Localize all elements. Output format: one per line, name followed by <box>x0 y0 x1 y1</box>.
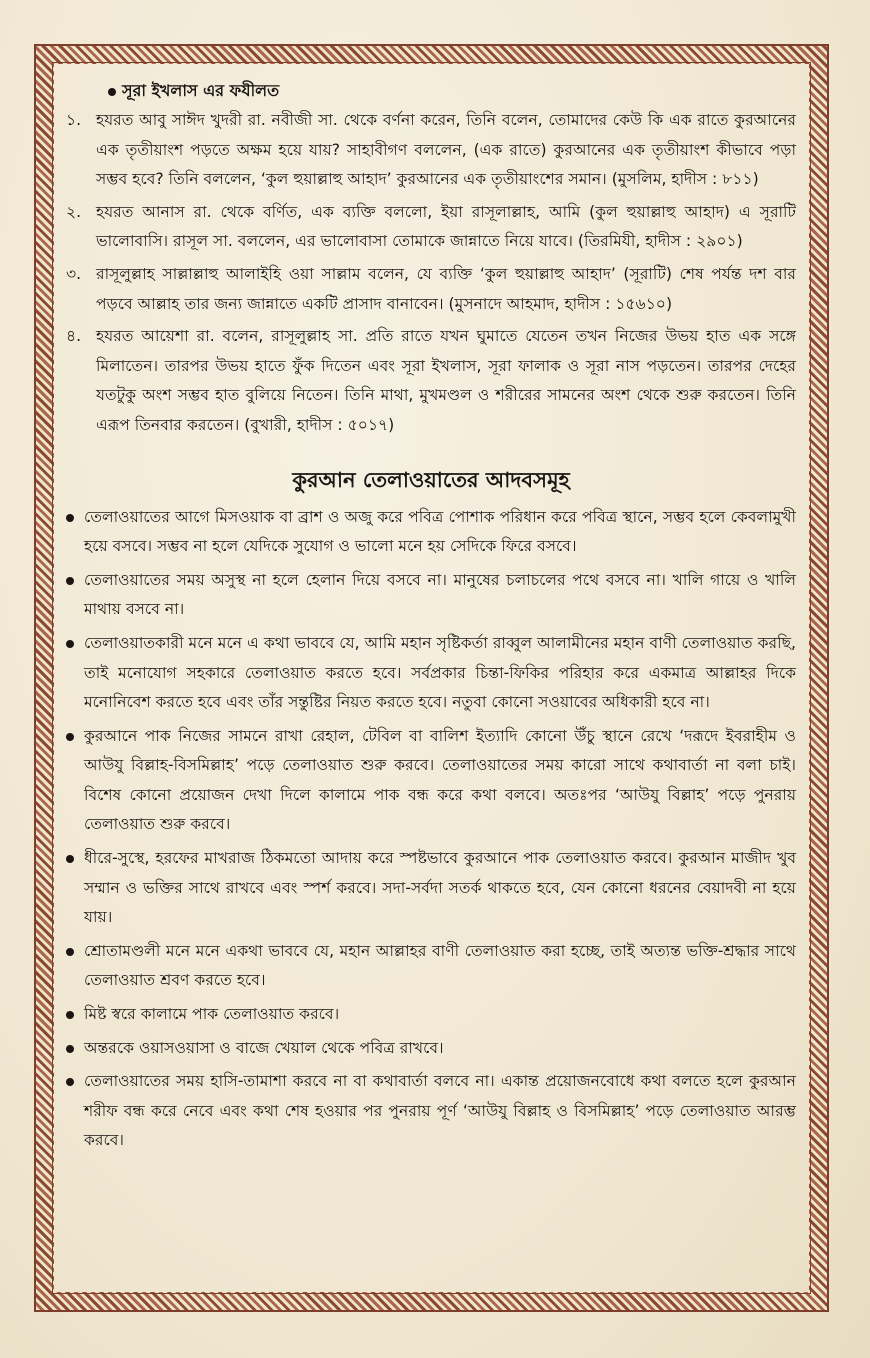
heading-text: সূরা ইখলাস এর ফযীলত <box>122 81 280 100</box>
bullet-dot-icon <box>66 577 74 585</box>
list-item <box>66 937 796 996</box>
list-item-text: শ্রোতামণ্ডলী মনে মনে একথা ভাববে যে, মহান আল্লাহর বাণী তেলাওয়াত করা হচ্ছে, তাই অত্যন্ত ভক্তি-শ্রদ্ধার সাথে তেলাওয়াত শ্রবণ করতে হবে। <box>84 941 796 990</box>
item-text: হযরত আনাস রা. থেকে বর্ণিত, এক ব্যক্তি বললো, ইয়া রাসূলাল্লাহ, আমি (কুল হুয়াল্লাহু আহাদ) এ সূরাটি ভালোবাসি। রাসূল সা. বললেন, এর ভালোবাসা তোমাকে জান্নাতে নিয়ে যাবে। (তিরমিযী, হাদীস : ২৯০১) <box>96 202 796 251</box>
list-item-text: তেলাওয়াতের সময় অসুস্থ না হলে হেলান দিয়ে বসবে না। মানুষের চলাচলের পথে বসবে না। খালি গায়ে ও খালি মাথায় বসবে না। <box>84 570 796 619</box>
numbered-item <box>66 198 796 257</box>
item-text: হযরত আবু সাঈদ খুদরী রা. নবীজী সা. থেকে বর্ণনা করেন, তিনি বলেন, তোমাদের কেউ কি এক রাতে কুরআনের এক তৃতীয়াংশ পড়তে অক্ষম হয়ে যায়? সাহাবীগণ বললেন, (এক রাতে) কুরআনের এক তৃতীয়াংশ কীভাবে পড়া সম্ভব হবে? তিনি বললেন, ‘কুল হুয়াল্লাহু আহাদ’ কুরআনের এক তৃতীয়াংশের সমান। (মুসলিম, হাদীস : ৮১১) <box>96 111 796 189</box>
bullet-dot-icon <box>66 640 74 648</box>
item-number: ৩. <box>66 264 82 283</box>
numbered-item <box>66 106 796 195</box>
list-item <box>66 1067 796 1156</box>
list-item <box>66 1034 796 1064</box>
list-item <box>66 722 796 840</box>
list-item <box>66 566 796 625</box>
numbered-item <box>66 322 796 440</box>
bullet-dot-icon <box>66 855 74 863</box>
item-text: হযরত আয়েশা রা. বলেন, রাসূলুল্লাহ সা. প্রতি রাতে যখন ঘুমাতে যেতেন তখন নিজের উভয় হাত এক সঙ্গে মিলাতেন। তারপর উভয় হাতে ফুঁক দিতেন এবং সূরা ইখলাস, সূরা ফালাক ও সূরা নাস পড়তেন। তারপর দেহের যতটুকু অংশ সম্ভব হাত বুলিয়ে নিতেন। তিনি মাথা, মুখমণ্ডল ও শরীরের সামনের অংশ থেকে শুরু করতেন। তিনি এরূপ তিনবার করতেন। (বুখারী, হাদীস : ৫০১৭) <box>96 327 796 434</box>
list-item <box>66 1000 796 1030</box>
bullet-dot-icon <box>66 1078 74 1086</box>
list-item-text: কুরআনে পাক নিজের সামনে রাখা রেহাল, টেবিল বা বালিশ ইত্যাদি কোনো উঁচু স্থানে রেখে ‘দরূদে ইবরাহীম ও আউযু বিল্লাহ-বিসমিল্লাহ’ পড়ে তেলাওয়াত শুরু করবে। তেলাওয়াতের সময় কারো সাথে কথাবার্তা না বলা চাই। বিশেষ কোনো প্রয়োজন দেখা দিলে কালামে পাক বন্ধ করে কথা বলবে। অতঃপর ‘আউযু বিল্লাহ’ পড়ে পুনরায় তেলাওয়াত শুরু করবে। <box>84 726 796 834</box>
bullet-dot-icon <box>66 1011 74 1019</box>
list-item-text: ধীরে-সুস্থে, হরফের মাখরাজ ঠিকমতো আদায় করে স্পষ্টভাবে কুরআনে পাক তেলাওয়াত করবে। কুরআন মাজীদ খুব সম্মান ও ভক্তির সাথে রাখবে এবং স্পর্শ করবে। সদা-সর্বদা সতর্ক থাকতে হবে, যেন কোনো ধরনের বেয়াদবী না হয়ে যায়। <box>84 849 796 927</box>
list-item <box>66 503 796 562</box>
list-item <box>66 844 796 933</box>
numbered-item <box>66 260 796 319</box>
item-number: ২. <box>66 202 82 221</box>
item-number: ৪. <box>66 327 82 346</box>
bullet-dot-icon <box>66 733 74 741</box>
list-item-text: তেলাওয়াতের সময় হাসি-তামাশা করবে না বা কথাবার্তা বলবে না। একান্ত প্রয়োজনবোধে কথা বলতে হলে কুরআন শরীফ বন্ধ করে নেবে এবং কথা শেষ হওয়ার পর পুনরায় পূর্ণ ‘আউযু বিল্লাহ ও বিসমিল্লাহ’ পড়ে তেলাওয়াত আরম্ভ করবে। <box>84 1072 796 1150</box>
list-item-text: তেলাওয়াতের আগে মিসওয়াক বা ব্রাশ ও অজু করে পবিত্র পোশাক পরিধান করে পবিত্র স্থানে, সম্ভব হলে কেবলামুখী হয়ে বসবে। সম্ভব না হলে যেদিকে সুযোগ ও ভালো মনে হয় সেদিকে ফিরে বসবে। <box>84 507 796 556</box>
item-number: ১. <box>66 111 82 129</box>
bullet-dot-icon <box>66 948 74 956</box>
list-item <box>66 629 796 718</box>
bullet-dot-icon <box>66 1045 74 1053</box>
list-item-text: তেলাওয়াতকারী মনে মনে এ কথা ভাববে যে, আমি মহান সৃষ্টিকর্তা রাব্বুল আলামীনের মহান বাণী তেলাওয়াত করছি, তাই মনোযোগ সহকারে তেলাওয়াত করতে হবে। সর্বপ্রকার চিন্তা-ফিকির পরিহার করে একমাত্র আল্লাহর দিকে মনোনিবেশ করতে হবে এবং তাঁর সন্তুষ্টির নিয়ত করতে হবে। নতুবা কোনো সওয়াবের অধিকারী হবে না। <box>84 633 796 712</box>
section-title: কুরআন তেলাওয়াতের আদবসমূহ <box>292 467 570 492</box>
list-item-text: মিষ্ট স্বরে কালামে পাক তেলাওয়াত করবে। <box>84 1005 340 1024</box>
bullet-dot-icon <box>108 88 116 96</box>
bullet-dot-icon <box>66 514 74 522</box>
list-item-text: অন্তরকে ওয়াসওয়াসা ও বাজে খেয়াল থেকে পবিত্র রাখবে। <box>84 1038 444 1057</box>
page-content <box>66 78 796 1160</box>
item-text: রাসূলুল্লাহ সাল্লাল্লাহু আলাইহি ওয়া সাল্লাম বলেন, যে ব্যক্তি ‘কুল হুয়াল্লাহু আহাদ’ (সূরাটি) শেষ পর্যন্ত দশ বার পড়বে আল্লাহ তার জন্য জান্নাতে একটি প্রাসাদ বানাবেন। (মুসনাদে আহমাদ, হাদীস : ১৫৬১০) <box>96 264 796 313</box>
surah-ikhlas-heading <box>108 78 796 104</box>
